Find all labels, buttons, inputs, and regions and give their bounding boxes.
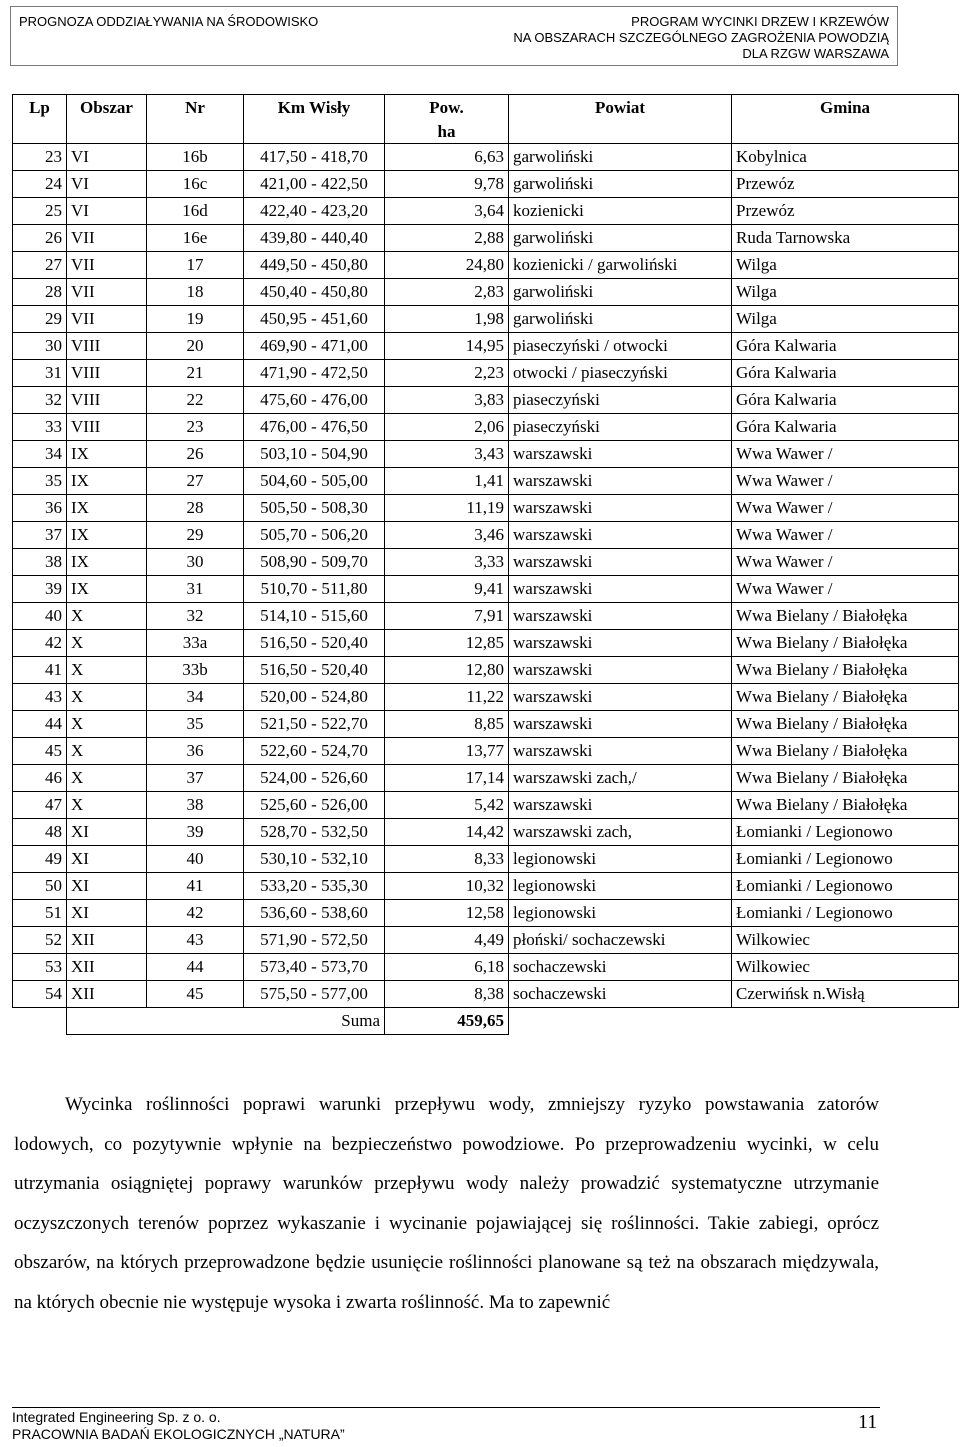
cell-obszar: VIII [67, 360, 147, 387]
cell-nr: 33a [147, 630, 244, 657]
cell-gmina: Wilkowiec [732, 927, 959, 954]
cell-lp: 38 [13, 549, 67, 576]
cell-lp: 45 [13, 738, 67, 765]
footer-company: Integrated Engineering Sp. z o. o. [12, 1409, 221, 1425]
cell-obszar: IX [67, 522, 147, 549]
cell-lp: 52 [13, 927, 67, 954]
cell-pow: 14,42 [385, 819, 509, 846]
header-right-line-1: PROGRAM WYCINKI DRZEW I KRZEWÓW [631, 14, 889, 29]
col-header-lp: Lp [13, 95, 67, 122]
cell-km: 571,90 - 572,50 [244, 927, 385, 954]
page-footer [12, 1409, 345, 1443]
cell-pow: 13,77 [385, 738, 509, 765]
table-row [13, 495, 959, 522]
table-row [13, 198, 959, 225]
cell-km: 516,50 - 520,40 [244, 630, 385, 657]
header-right-title [513, 14, 889, 62]
table-row [13, 225, 959, 252]
cell-gmina: Przewóz [732, 171, 959, 198]
cell-lp: 26 [13, 225, 67, 252]
cell-lp: 33 [13, 414, 67, 441]
cell-obszar: VIII [67, 387, 147, 414]
cell-pow: 1,98 [385, 306, 509, 333]
cell-gmina: Góra Kalwaria [732, 387, 959, 414]
cell-obszar: XI [67, 846, 147, 873]
cell-pow: 24,80 [385, 252, 509, 279]
cell-pow: 14,95 [385, 333, 509, 360]
table-row [13, 792, 959, 819]
table-row [13, 684, 959, 711]
cell-km: 469,90 - 471,00 [244, 333, 385, 360]
cell-powiat: legionowski [509, 873, 732, 900]
table-footer [13, 1008, 959, 1035]
cell-powiat: warszawski [509, 792, 732, 819]
table-row [13, 522, 959, 549]
table-row [13, 981, 959, 1008]
cell-powiat: warszawski [509, 738, 732, 765]
cell-powiat: płoński/ sochaczewski [509, 927, 732, 954]
cell-lp: 42 [13, 630, 67, 657]
cell-obszar: VII [67, 252, 147, 279]
cell-nr: 33b [147, 657, 244, 684]
cell-powiat: garwoliński [509, 279, 732, 306]
table-row [13, 171, 959, 198]
cell-km: 471,90 - 472,50 [244, 360, 385, 387]
header-right-line-3: DLA RZGW WARSZAWA [742, 46, 889, 61]
cell-gmina: Wwa Wawer / [732, 576, 959, 603]
cell-obszar: VI [67, 198, 147, 225]
cell-gmina: Wilga [732, 279, 959, 306]
cell-nr: 18 [147, 279, 244, 306]
cell-nr: 44 [147, 954, 244, 981]
cell-lp: 49 [13, 846, 67, 873]
cell-powiat: warszawski [509, 549, 732, 576]
cell-lp: 28 [13, 279, 67, 306]
sum-value: 459,65 [385, 1008, 509, 1035]
cell-nr: 22 [147, 387, 244, 414]
cell-powiat: piaseczyński [509, 414, 732, 441]
cell-obszar: IX [67, 468, 147, 495]
cell-pow: 17,14 [385, 765, 509, 792]
cell-lp: 24 [13, 171, 67, 198]
cell-nr: 45 [147, 981, 244, 1008]
cell-gmina: Wwa Wawer / [732, 522, 959, 549]
cell-lp: 37 [13, 522, 67, 549]
table-row [13, 576, 959, 603]
cell-gmina: Wwa Bielany / Białołęka [732, 792, 959, 819]
cell-km: 422,40 - 423,20 [244, 198, 385, 225]
cell-powiat: legionowski [509, 846, 732, 873]
cell-pow: 3,46 [385, 522, 509, 549]
cell-nr: 30 [147, 549, 244, 576]
cell-lp: 44 [13, 711, 67, 738]
cell-obszar: VII [67, 225, 147, 252]
cell-km: 536,60 - 538,60 [244, 900, 385, 927]
cell-km: 417,50 - 418,70 [244, 144, 385, 171]
table-row [13, 306, 959, 333]
cell-gmina: Łomianki / Legionowo [732, 900, 959, 927]
cell-powiat: kozienicki / garwoliński [509, 252, 732, 279]
body-paragraph-text: Wycinka roślinności poprawi warunki przepływu wody, zmniejszy ryzyko powstawania zatorów lodowych, co pozytywnie wpłynie na bezpieczeństwo powodziowe. Po przeprowadzeniu wycinki, w celu utrzymania osiągniętej poprawy warunków przepływu wody należy prowadzić systematyczne utrzymanie oczyszczonych terenów poprzez wykaszanie i wycinanie pojawiającej się roślinności. Takie zabiegi, oprócz obszarów, na których przeprowadzone będzie usunięcie roślinności planowane są też na obszarach międzywala, na których obecnie nie występuje wysoka i zwarta roślinność. Ma to zapewnić [14, 1094, 879, 1313]
col-header-obszar: Obszar [67, 95, 147, 122]
cell-nr: 16c [147, 171, 244, 198]
cell-powiat: otwocki / piaseczyński [509, 360, 732, 387]
cell-gmina: Wwa Wawer / [732, 549, 959, 576]
cell-gmina: Wwa Bielany / Białołęka [732, 657, 959, 684]
table-row [13, 873, 959, 900]
cell-obszar: VI [67, 144, 147, 171]
table-row [13, 441, 959, 468]
footer-lab: PRACOWNIA BADAŃ EKOLOGICZNYCH „NATURA” [12, 1426, 345, 1442]
table-row [13, 387, 959, 414]
table-header [13, 95, 959, 144]
cell-gmina: Góra Kalwaria [732, 360, 959, 387]
cell-obszar: XII [67, 927, 147, 954]
cell-lp: 54 [13, 981, 67, 1008]
cell-pow: 10,32 [385, 873, 509, 900]
cell-km: 528,70 - 532,50 [244, 819, 385, 846]
table-row [13, 765, 959, 792]
cell-gmina: Wwa Wawer / [732, 468, 959, 495]
cell-obszar: XII [67, 954, 147, 981]
cell-lp: 51 [13, 900, 67, 927]
cell-gmina: Kobylnica [732, 144, 959, 171]
cell-gmina: Wwa Bielany / Białołęka [732, 765, 959, 792]
cell-obszar: VII [67, 306, 147, 333]
table-row [13, 954, 959, 981]
cell-obszar: VI [67, 171, 147, 198]
cell-pow: 8,85 [385, 711, 509, 738]
cell-pow: 3,64 [385, 198, 509, 225]
cell-lp: 35 [13, 468, 67, 495]
cell-km: 508,90 - 509,70 [244, 549, 385, 576]
header-left-title: PROGNOZA ODDZIAŁYWANIA NA ŚRODOWISKO [19, 14, 319, 29]
cell-km: 475,60 - 476,00 [244, 387, 385, 414]
cell-km: 503,10 - 504,90 [244, 441, 385, 468]
cell-km: 514,10 - 515,60 [244, 603, 385, 630]
cell-gmina: Przewóz [732, 198, 959, 225]
cell-km: 504,60 - 505,00 [244, 468, 385, 495]
col-header-gmina: Gmina [732, 95, 959, 122]
cell-km: 421,00 - 422,50 [244, 171, 385, 198]
cell-nr: 36 [147, 738, 244, 765]
cell-pow: 9,78 [385, 171, 509, 198]
cell-pow: 8,38 [385, 981, 509, 1008]
table-row [13, 630, 959, 657]
cell-obszar: X [67, 603, 147, 630]
table-row [13, 549, 959, 576]
footer-divider [12, 1407, 880, 1408]
cell-lp: 48 [13, 819, 67, 846]
cell-pow: 12,85 [385, 630, 509, 657]
cell-obszar: X [67, 657, 147, 684]
felling-areas-table [12, 94, 959, 1035]
cell-obszar: VII [67, 279, 147, 306]
cell-obszar: IX [67, 576, 147, 603]
cell-km: 449,50 - 450,80 [244, 252, 385, 279]
cell-powiat: warszawski [509, 441, 732, 468]
cell-gmina: Wwa Wawer / [732, 441, 959, 468]
cell-km: 516,50 - 520,40 [244, 657, 385, 684]
cell-km: 510,70 - 511,80 [244, 576, 385, 603]
cell-nr: 27 [147, 468, 244, 495]
cell-pow: 11,19 [385, 495, 509, 522]
table-row [13, 603, 959, 630]
cell-obszar: X [67, 684, 147, 711]
cell-lp: 32 [13, 387, 67, 414]
cell-km: 525,60 - 526,00 [244, 792, 385, 819]
cell-nr: 23 [147, 414, 244, 441]
cell-pow: 2,23 [385, 360, 509, 387]
cell-pow: 3,83 [385, 387, 509, 414]
table-header-unit-row [13, 121, 959, 144]
cell-lp: 46 [13, 765, 67, 792]
cell-powiat: garwoliński [509, 171, 732, 198]
header-right-line-2: NA OBSZARACH SZCZEGÓLNEGO ZAGROŻENIA POWODZIĄ [513, 30, 889, 45]
cell-nr: 38 [147, 792, 244, 819]
table-row [13, 819, 959, 846]
cell-lp: 40 [13, 603, 67, 630]
table-row [13, 252, 959, 279]
cell-km: 476,00 - 476,50 [244, 414, 385, 441]
cell-pow: 2,88 [385, 225, 509, 252]
cell-pow: 4,49 [385, 927, 509, 954]
cell-lp: 27 [13, 252, 67, 279]
cell-km: 522,60 - 524,70 [244, 738, 385, 765]
table-row [13, 846, 959, 873]
col-header-pow: Pow. [385, 95, 509, 122]
cell-pow: 1,41 [385, 468, 509, 495]
cell-nr: 16b [147, 144, 244, 171]
cell-nr: 40 [147, 846, 244, 873]
cell-pow: 6,18 [385, 954, 509, 981]
cell-lp: 41 [13, 657, 67, 684]
cell-pow: 8,33 [385, 846, 509, 873]
table-row [13, 279, 959, 306]
cell-nr: 17 [147, 252, 244, 279]
cell-pow: 12,58 [385, 900, 509, 927]
cell-pow: 3,43 [385, 441, 509, 468]
cell-obszar: X [67, 738, 147, 765]
col-header-nr: Nr [147, 95, 244, 122]
page-number: 11 [858, 1411, 878, 1433]
cell-gmina: Łomianki / Legionowo [732, 846, 959, 873]
cell-lp: 47 [13, 792, 67, 819]
sum-row [13, 1008, 959, 1035]
cell-pow: 7,91 [385, 603, 509, 630]
cell-km: 505,50 - 508,30 [244, 495, 385, 522]
cell-pow: 5,42 [385, 792, 509, 819]
cell-km: 505,70 - 506,20 [244, 522, 385, 549]
cell-nr: 29 [147, 522, 244, 549]
table-row [13, 900, 959, 927]
cell-obszar: XI [67, 873, 147, 900]
cell-powiat: sochaczewski [509, 954, 732, 981]
cell-gmina: Łomianki / Legionowo [732, 873, 959, 900]
cell-nr: 28 [147, 495, 244, 522]
cell-pow: 9,41 [385, 576, 509, 603]
cell-gmina: Wwa Bielany / Białołęka [732, 711, 959, 738]
cell-pow: 3,33 [385, 549, 509, 576]
page-header [10, 6, 898, 66]
cell-powiat: garwoliński [509, 306, 732, 333]
cell-obszar: VIII [67, 414, 147, 441]
cell-gmina: Góra Kalwaria [732, 333, 959, 360]
table-row [13, 738, 959, 765]
cell-gmina: Ruda Tarnowska [732, 225, 959, 252]
cell-gmina: Łomianki / Legionowo [732, 819, 959, 846]
cell-km: 521,50 - 522,70 [244, 711, 385, 738]
cell-obszar: XII [67, 981, 147, 1008]
cell-nr: 16d [147, 198, 244, 225]
cell-powiat: warszawski [509, 495, 732, 522]
table-row [13, 711, 959, 738]
cell-powiat: garwoliński [509, 144, 732, 171]
cell-lp: 50 [13, 873, 67, 900]
cell-nr: 32 [147, 603, 244, 630]
cell-km: 439,80 - 440,40 [244, 225, 385, 252]
cell-obszar: X [67, 630, 147, 657]
cell-lp: 34 [13, 441, 67, 468]
cell-powiat: sochaczewski [509, 981, 732, 1008]
table-row [13, 144, 959, 171]
cell-pow: 2,06 [385, 414, 509, 441]
cell-lp: 36 [13, 495, 67, 522]
table-row [13, 657, 959, 684]
cell-obszar: X [67, 792, 147, 819]
body-paragraph [14, 1085, 879, 1322]
cell-lp: 29 [13, 306, 67, 333]
cell-powiat: warszawski [509, 576, 732, 603]
cell-gmina: Czerwińsk n.Wisłą [732, 981, 959, 1008]
cell-nr: 21 [147, 360, 244, 387]
cell-pow: 11,22 [385, 684, 509, 711]
cell-powiat: piaseczyński [509, 387, 732, 414]
table-row [13, 414, 959, 441]
table-row [13, 360, 959, 387]
cell-gmina: Wwa Wawer / [732, 495, 959, 522]
cell-powiat: warszawski [509, 657, 732, 684]
cell-nr: 16e [147, 225, 244, 252]
cell-nr: 42 [147, 900, 244, 927]
cell-nr: 39 [147, 819, 244, 846]
sum-label: Suma [67, 1008, 385, 1035]
cell-gmina: Wilkowiec [732, 954, 959, 981]
cell-powiat: warszawski [509, 522, 732, 549]
cell-gmina: Wwa Bielany / Białołęka [732, 738, 959, 765]
col-header-powiat: Powiat [509, 95, 732, 122]
cell-lp: 25 [13, 198, 67, 225]
table-body [13, 144, 959, 1008]
cell-powiat: warszawski [509, 630, 732, 657]
cell-nr: 34 [147, 684, 244, 711]
cell-powiat: legionowski [509, 900, 732, 927]
col-header-pow-unit: ha [385, 121, 509, 144]
cell-pow: 12,80 [385, 657, 509, 684]
table-header-row [13, 95, 959, 122]
cell-gmina: Wwa Bielany / Białołęka [732, 630, 959, 657]
cell-nr: 31 [147, 576, 244, 603]
cell-powiat: garwoliński [509, 225, 732, 252]
cell-nr: 26 [147, 441, 244, 468]
cell-obszar: X [67, 711, 147, 738]
cell-km: 450,95 - 451,60 [244, 306, 385, 333]
cell-km: 533,20 - 535,30 [244, 873, 385, 900]
cell-gmina: Wilga [732, 252, 959, 279]
cell-lp: 39 [13, 576, 67, 603]
cell-pow: 2,83 [385, 279, 509, 306]
cell-km: 520,00 - 524,80 [244, 684, 385, 711]
cell-nr: 41 [147, 873, 244, 900]
col-header-km: Km Wisły [244, 95, 385, 122]
cell-gmina: Wwa Bielany / Białołęka [732, 603, 959, 630]
cell-nr: 43 [147, 927, 244, 954]
table-row [13, 468, 959, 495]
cell-nr: 19 [147, 306, 244, 333]
cell-lp: 43 [13, 684, 67, 711]
cell-obszar: X [67, 765, 147, 792]
cell-lp: 53 [13, 954, 67, 981]
cell-obszar: IX [67, 549, 147, 576]
cell-powiat: piaseczyński / otwocki [509, 333, 732, 360]
table-row [13, 333, 959, 360]
cell-lp: 30 [13, 333, 67, 360]
cell-nr: 37 [147, 765, 244, 792]
cell-lp: 23 [13, 144, 67, 171]
cell-pow: 6,63 [385, 144, 509, 171]
cell-gmina: Góra Kalwaria [732, 414, 959, 441]
cell-powiat: warszawski zach, [509, 819, 732, 846]
cell-obszar: XI [67, 819, 147, 846]
cell-powiat: kozienicki [509, 198, 732, 225]
table-row [13, 927, 959, 954]
cell-km: 573,40 - 573,70 [244, 954, 385, 981]
cell-km: 575,50 - 577,00 [244, 981, 385, 1008]
cell-gmina: Wwa Bielany / Białołęka [732, 684, 959, 711]
cell-lp: 31 [13, 360, 67, 387]
cell-powiat: warszawski [509, 684, 732, 711]
cell-obszar: IX [67, 441, 147, 468]
cell-nr: 35 [147, 711, 244, 738]
cell-obszar: VIII [67, 333, 147, 360]
cell-nr: 20 [147, 333, 244, 360]
cell-km: 450,40 - 450,80 [244, 279, 385, 306]
cell-powiat: warszawski [509, 711, 732, 738]
cell-obszar: XI [67, 900, 147, 927]
cell-km: 530,10 - 532,10 [244, 846, 385, 873]
cell-gmina: Wilga [732, 306, 959, 333]
cell-powiat: warszawski zach,/ [509, 765, 732, 792]
cell-powiat: warszawski [509, 468, 732, 495]
cell-powiat: warszawski [509, 603, 732, 630]
cell-obszar: IX [67, 495, 147, 522]
cell-km: 524,00 - 526,60 [244, 765, 385, 792]
